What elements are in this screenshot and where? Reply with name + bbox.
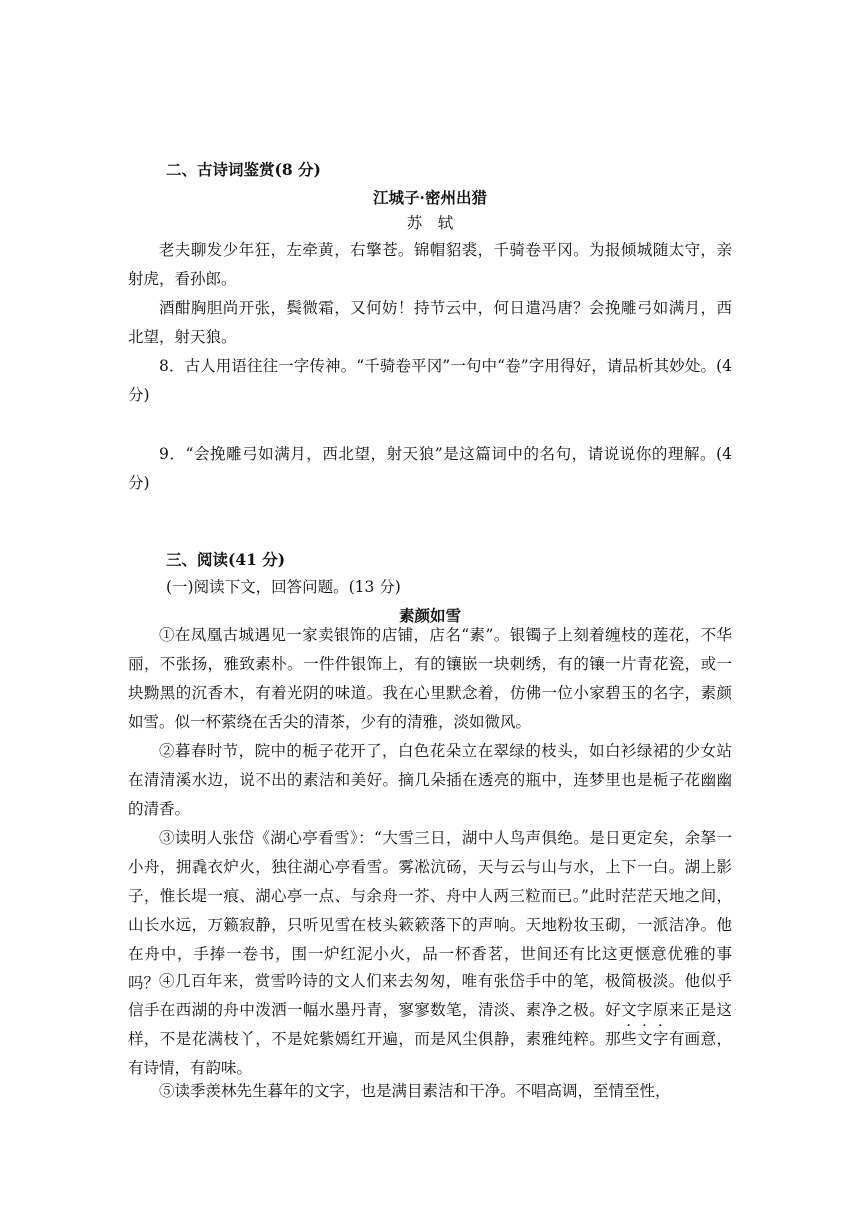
paragraph-4-text-a: ④几百年来，赏雪吟诗的文人们来去匆匆，唯有张岱手中的笔，极简极淡。他似乎信手在西湖的舟中泼洒一幅水墨丹青，寥寥数笔，清淡、素净之极。: [128, 972, 732, 1019]
essay-paragraph-3: ③读明人张岱《湖心亭看雪》：“大雪三日，湖中人鸟声俱绝。是日更定矣，余拏一小舟，拥毳衣炉火，独往湖心亭看雪。雾凇沆砀，天与云与山与水，上下一白。湖上影子，惟长堤一痕、湖心亭一点、与余舟一芥、舟中人两三粒而已。”此时茫茫天地之间，山长水远，万籁寂静，只听见雪在枝头簌簌落下的声响。天地粉妆玉砌，一派洁净。他在舟中，手捧一卷书，围一炉红泥小火，品一杯香茗，世间还有比这更惬意优雅的事吗？: [128, 829, 732, 992]
paragraph-4-text-b: 原来正是这样，不是花满枝丫，不是姹紫嫣红开遍，而是风尘俱静，素雅纯粹。那些文字有画意，有诗情，有韵味。: [128, 1001, 732, 1077]
question-9: 9．“会挽雕弓如满月，西北望，射天狼”是这篇词中的名句，请说说你的理解。(4 分): [128, 445, 732, 492]
poem-stanza-2: 酒酣胸胆尚开张，鬓微霜，又何妨！持节云中，何日遣冯唐？会挽雕弓如满月，西北望，射天狼。: [128, 299, 732, 346]
essay-paragraph-4: [128, 967, 732, 1083]
emphasis-dot-char-3: 字: [636, 1001, 653, 1019]
poem-title: 江城子·密州出猎: [373, 188, 487, 207]
section-2-heading: 二、古诗词鉴赏(8 分): [166, 160, 321, 179]
poem-author: 苏 轼: [406, 214, 454, 232]
question-8: 8．古人用语往往一字传神。“千骑卷平冈”一句中“卷”字用得好，请品析其妙处。(4 分): [128, 357, 732, 404]
emphasis-dot-char-1: 好: [605, 1001, 622, 1019]
essay-paragraph-5: ⑤读季羡林先生暮年的文字，也是满目素洁和干净。不唱高调，至情至性，: [159, 1082, 671, 1100]
essay-paragraph-2: ②暮春时节，院中的栀子花开了，白色花朵立在翠绿的枝头，如白衫绿裙的少女站在清清溪水边，说不出的素洁和美好。摘几朵插在透亮的瓶中，连梦里也是栀子花幽幽的清香。: [128, 742, 732, 818]
section-3-heading: 三、阅读(41 分): [166, 550, 286, 569]
poem-stanza-1: 老夫聊发少年狂，左牵黄，右擎苍。锦帽貂裘，千骑卷平冈。为报倾城随太守，亲射虎，看孙郎。: [128, 241, 732, 288]
reading-subsection-1: (一)阅读下文，回答问题。(13 分): [166, 578, 401, 596]
essay-paragraph-1: ①在凤凰古城遇见一家卖银饰的店铺，店名“素”。银镯子上刻着缠枝的莲花，不华丽，不张扬，雅致素朴。一件件银饰上，有的镶嵌一块刺绣，有的镶一片青花瓷，或一块黝黑的沉香木，有着光阴的味道。我在心里默念着，仿佛一位小家碧玉的名字，素颜如雪。似一杯萦绕在舌尖的清茶，少有的清雅，淡如微风。: [128, 626, 732, 731]
emphasis-dot-char-2: 文: [621, 1001, 637, 1019]
essay-title: 素颜如雪: [398, 606, 461, 625]
